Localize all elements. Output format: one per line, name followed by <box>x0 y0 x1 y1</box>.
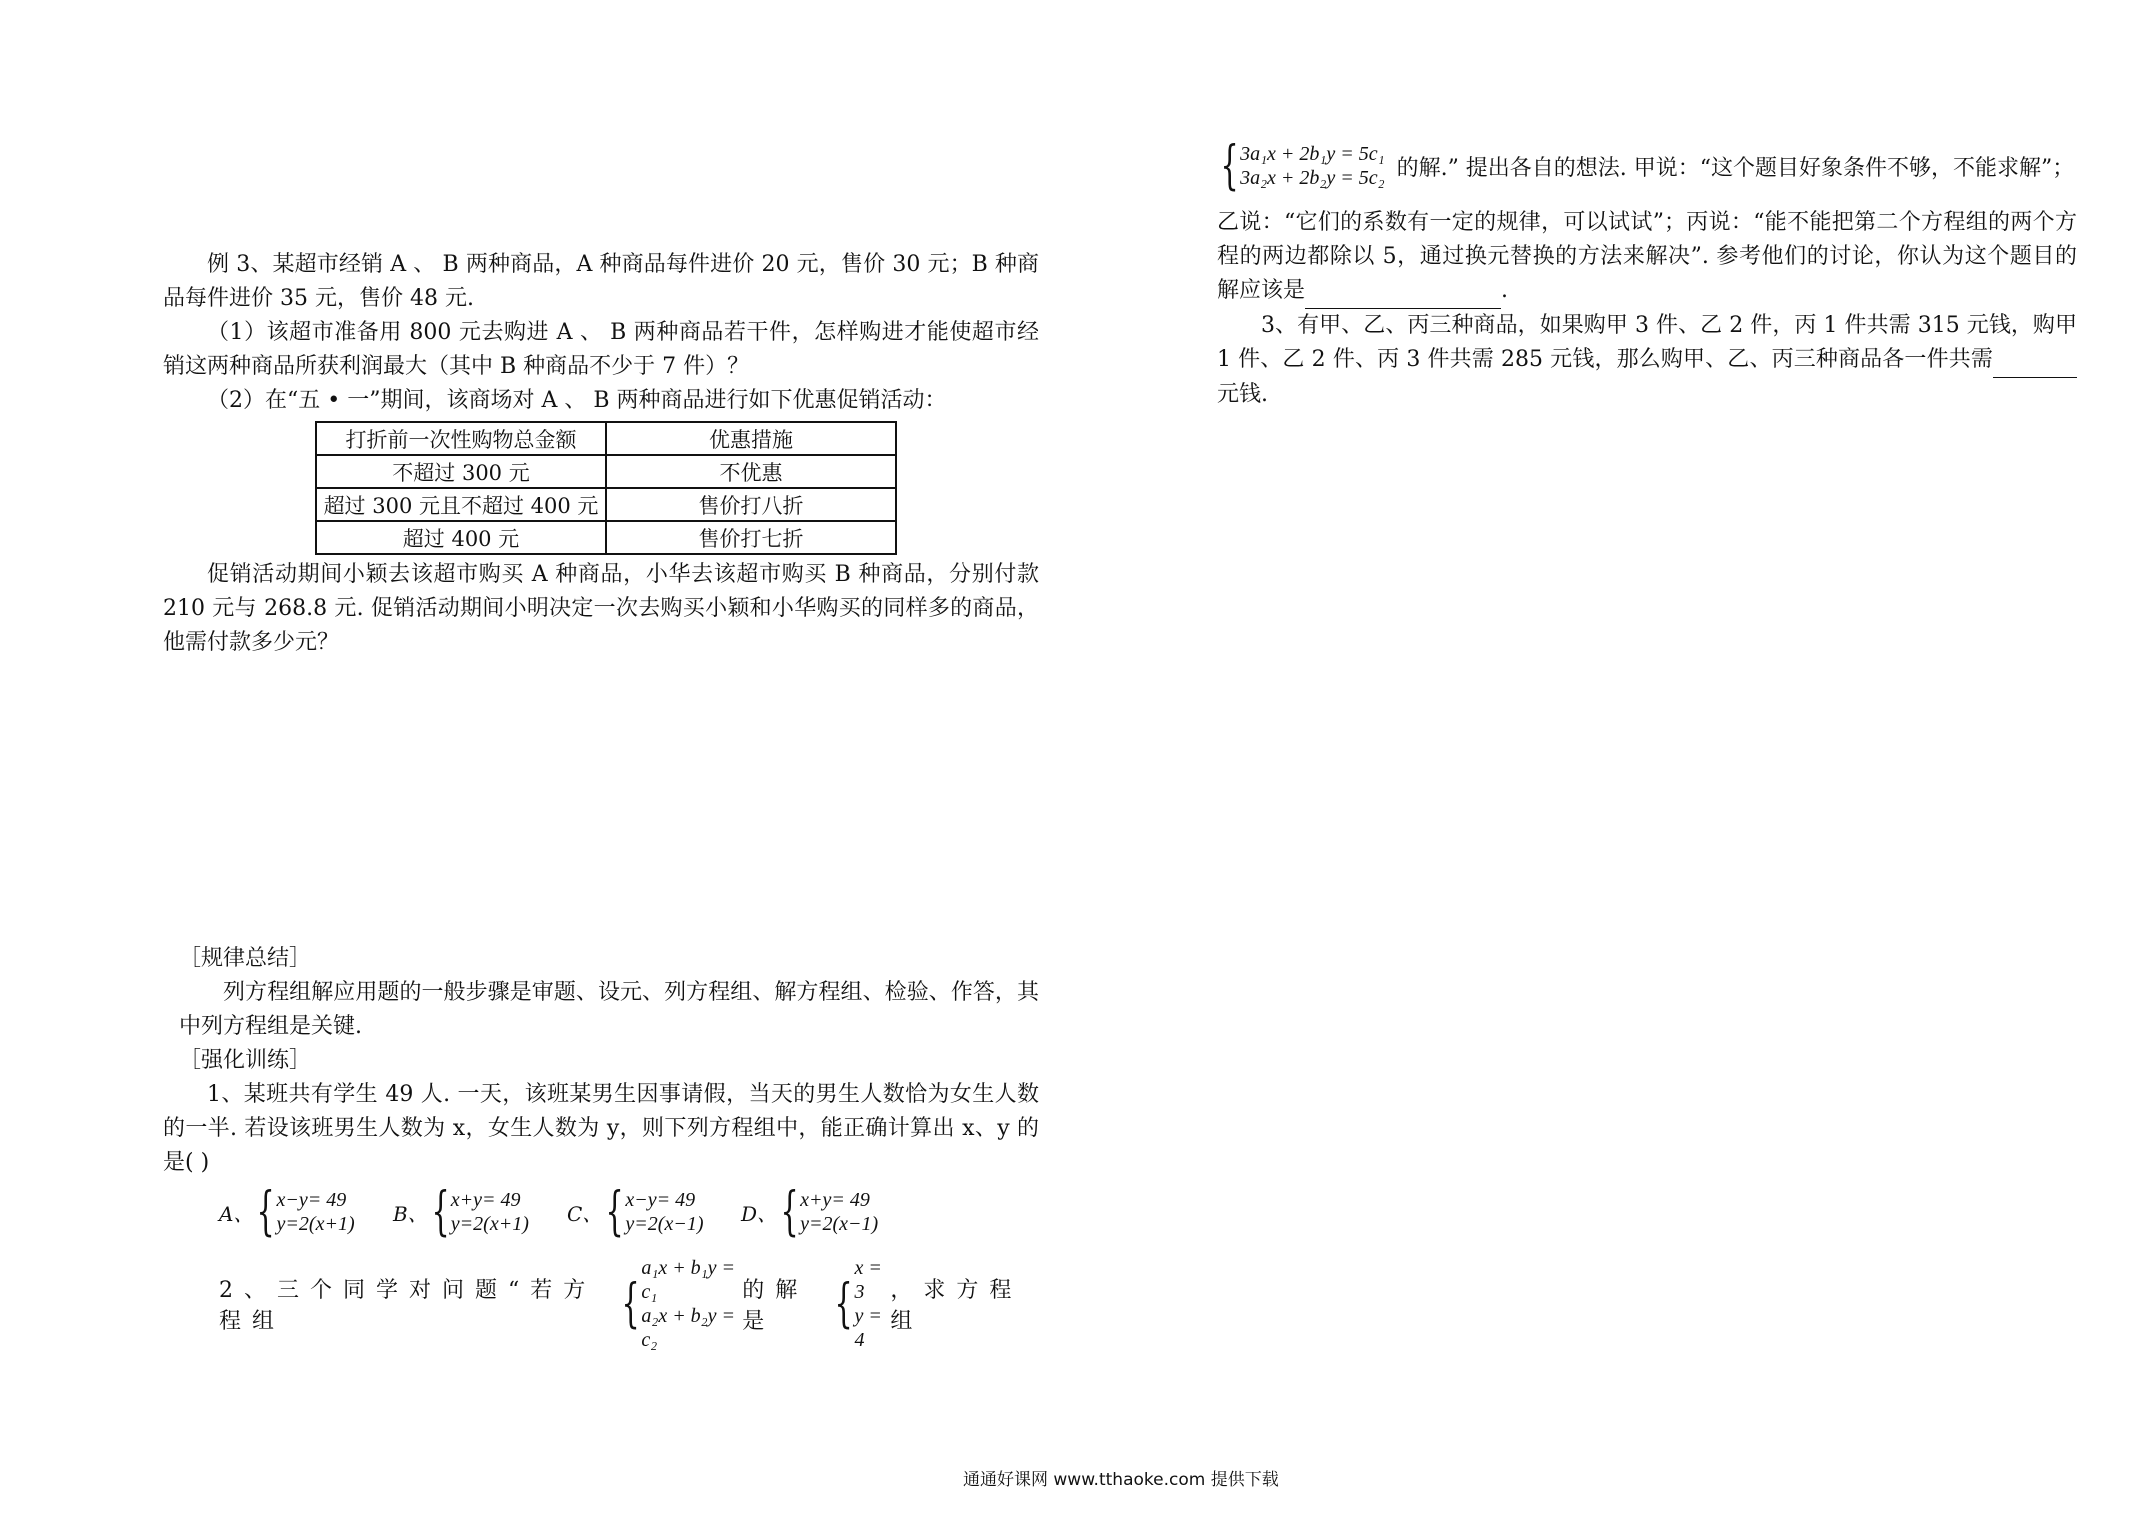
brace-icon: { <box>256 1182 276 1242</box>
question-2-cont-2: 乙说：“它们的系数有一定的规律，可以试试”；丙说：“能不能把第二个方程组的两个方程的两边都除以 5，通过换元替换的方法来解决”. 参考他们的讨论，你认为这个题目的解应该是 . <box>1217 206 2077 309</box>
brace-icon: { <box>834 1274 854 1334</box>
training-question-3 <box>1217 309 2077 412</box>
brace-icon: { <box>780 1182 799 1242</box>
table-cell: 打折前一次性购物总金额 <box>316 422 606 455</box>
table-cell: 不超过 300 元 <box>316 455 606 488</box>
equation: y=2(x+1) <box>450 1213 529 1235</box>
option-label: A、 <box>219 1201 254 1226</box>
equation-system <box>641 1256 742 1352</box>
equation-system-transformed <box>1217 136 1385 196</box>
question-2-cont-1: 的解.” 提出各自的想法. 甲说：“这个题目好象条件不够，不能求解”； <box>1396 155 2075 181</box>
table-row <box>316 521 896 554</box>
option-d[interactable] <box>741 1182 915 1242</box>
table-cell: 不优惠 <box>606 455 896 488</box>
example3-question-2: （2）在“五 • 一”期间，该商场对 A 、 B 两种商品进行如下优惠促销活动： <box>207 388 947 413</box>
footer-credit: 通通好课网 www.tthaoke.com 提供下载 <box>963 1470 1279 1490</box>
table-cell: 优惠措施 <box>606 422 896 455</box>
blank-space <box>163 660 1039 942</box>
equation: y=2(x+1) <box>276 1213 355 1235</box>
equation: a₂x + b₂y = c₂ <box>641 1305 736 1351</box>
right-column <box>1217 136 2077 412</box>
question-3-text: 3、有甲、乙、丙三种商品，如果购甲 3 件、乙 2 件，丙 1 件共需 315 元钱，购甲 1 件、乙 2 件、丙 3 件共需 285 元钱，那么购甲、乙、丙三种商品各一件共需 <box>1217 313 2077 372</box>
answer-blank[interactable] <box>1305 274 1501 309</box>
equation: x−y= 49 <box>276 1189 347 1211</box>
table-row <box>316 422 896 455</box>
question-2-mid: 的解是 <box>742 1278 809 1334</box>
equation: x = 3 <box>854 1257 882 1303</box>
equation: 3a₁x + 2b₁y = 5c₁ <box>1240 143 1385 165</box>
table-row <box>316 455 896 488</box>
option-b[interactable] <box>393 1182 567 1242</box>
promotion-table <box>315 421 897 555</box>
question-2-end: ，求方程组 <box>890 1278 1023 1334</box>
answer-options <box>219 1182 1039 1242</box>
brace-icon: { <box>605 1182 624 1242</box>
summary-heading: ［规律总结］ <box>179 946 312 971</box>
equation-system <box>854 1256 890 1352</box>
equation: x+y= 49 <box>450 1189 521 1211</box>
solution-system <box>831 1256 890 1352</box>
equation: x+y= 49 <box>800 1189 870 1211</box>
equation: a₁x + b₁y = c₁ <box>641 1257 736 1303</box>
example3-question-1: （1）该超市准备用 800 元去购进 A 、 B 两种商品若干件，怎样购进才能使超市经销这两种商品所获利润最大（其中 B 种商品不少于 7 件）？ <box>163 320 1039 379</box>
option-c[interactable] <box>567 1182 741 1242</box>
option-label: D、 <box>741 1201 778 1226</box>
equation-system <box>625 1188 703 1236</box>
brace-icon: { <box>1220 136 1239 196</box>
equation-system-original <box>618 1256 742 1352</box>
equation: y=2(x−1) <box>800 1213 879 1235</box>
option-label: B、 <box>393 1201 428 1226</box>
equation-system <box>277 1188 355 1236</box>
training-question-1: 1、某班共有学生 49 人. 一天，该班某男生因事请假，当天的男生人数恰为女生人数的一半. 若设该班男生人数为 x，女生人数为 y，则下列方程组中，能正确计算出 x、y 的是( ) <box>163 1082 1039 1175</box>
question-2-cont-2-text: 乙说：“它们的系数有一定的规律，可以试试”；丙说：“能不能把第二个方程组的两个方程的两边都除以 5，通过换元替换的方法来解决”. 参考他们的讨论，你认为这个题目的解应该是 <box>1217 210 2077 303</box>
training-heading: ［强化训练］ <box>179 1048 312 1073</box>
question-3-end: 元钱. <box>1217 382 1268 407</box>
equation: y=2(x−1) <box>625 1213 704 1235</box>
equation: x−y= 49 <box>625 1189 696 1211</box>
question-2-start: 2、三个同学对问题“若方程组 <box>219 1278 597 1334</box>
brace-icon: { <box>431 1182 450 1242</box>
table-cell: 超过 400 元 <box>316 521 606 554</box>
table-cell: 售价打七折 <box>606 521 896 554</box>
training-question-2 <box>163 1256 1039 1352</box>
table-cell: 超过 300 元且不超过 400 元 <box>316 488 606 521</box>
table-cell: 售价打八折 <box>606 488 896 521</box>
example3-intro: 例 3、某超市经销 A 、 B 两种商品，A 种商品每件进价 20 元，售价 30 元；B 种商品每件进价 35 元，售价 48 元. <box>163 252 1039 311</box>
option-label: C、 <box>567 1201 603 1226</box>
answer-blank[interactable] <box>1993 343 2077 378</box>
left-column <box>163 248 1039 1352</box>
summary-text: 列方程组解应用题的一般步骤是审题、设元、列方程组、解方程组、检验、作答，其中列方程组是关键. <box>179 980 1039 1039</box>
example3-after-table: 促销活动期间小颖去该超市购买 A 种商品，小华去该超市购买 B 种商品，分别付款 210 元与 268.8 元. 促销活动期间小明决定一次去购买小颖和小华购买的同样多的商品，他需付款多少元？ <box>163 562 1039 655</box>
equation-system <box>1240 142 1384 190</box>
option-a[interactable] <box>219 1182 393 1242</box>
equation-system <box>451 1188 529 1236</box>
equation-system <box>800 1188 878 1236</box>
brace-icon: { <box>621 1274 640 1334</box>
question-2-continuation <box>1217 136 2077 196</box>
equation: 3a₂x + 2b₂y = 5c₂ <box>1240 167 1385 189</box>
equation: y = 4 <box>854 1305 882 1351</box>
table-row <box>316 488 896 521</box>
